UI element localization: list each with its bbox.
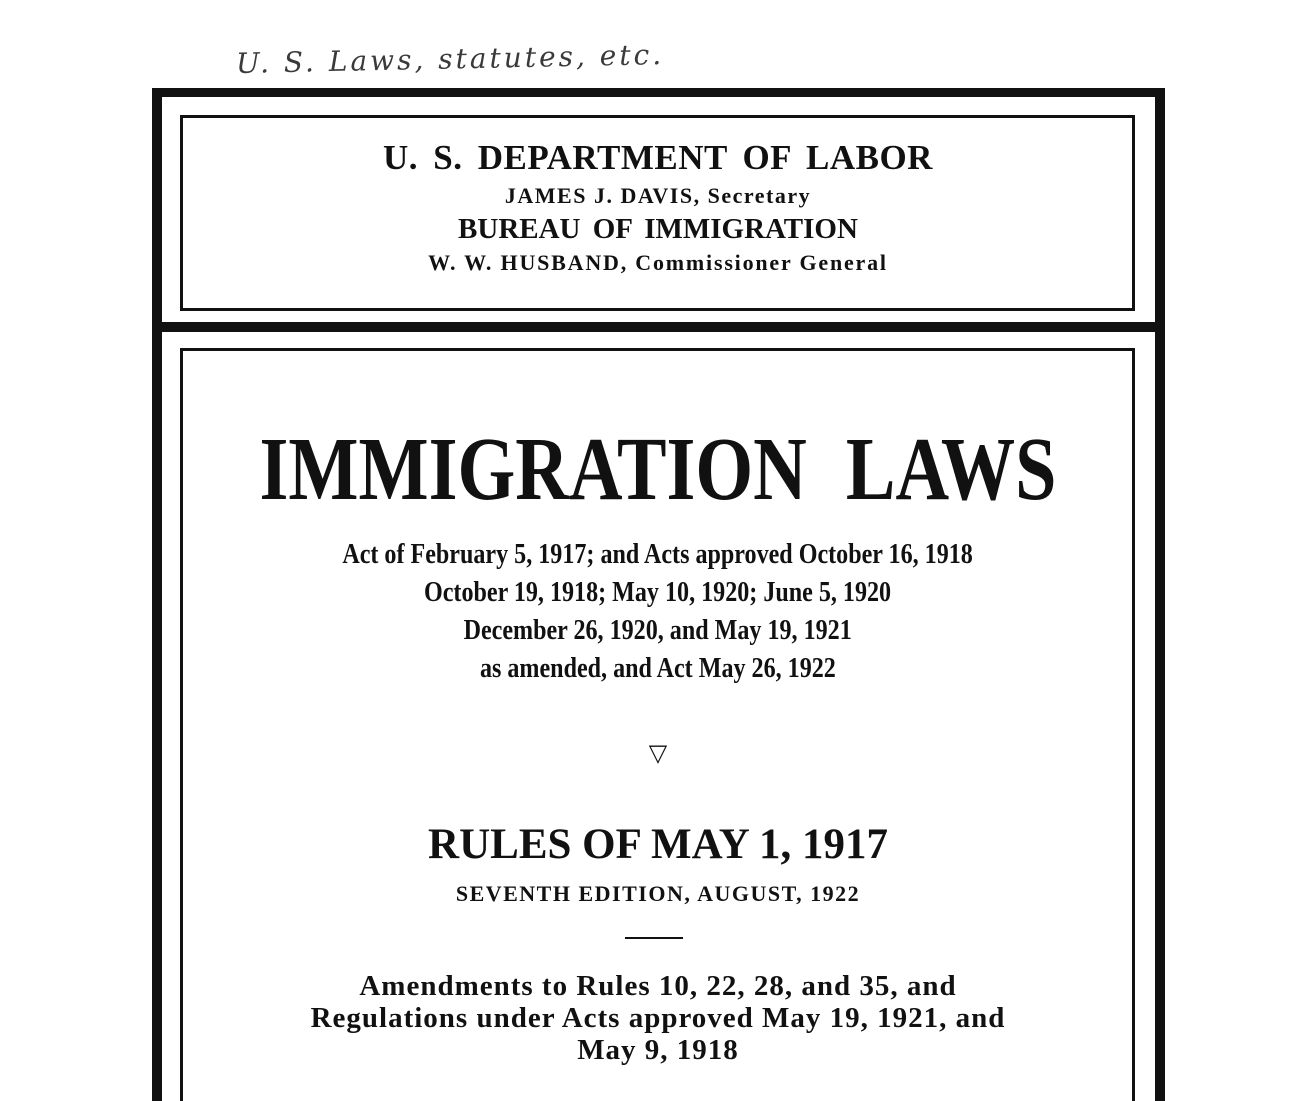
rules-heading: RULES OF MAY 1, 1917 [428,821,888,868]
commissioner-name: W. W. HUSBAND, Commissioner General [428,250,888,275]
divider [625,937,683,939]
handwritten-note: U. S. Laws, statutes, etc. [235,38,665,80]
acts-line [0,655,1316,683]
document-title-text: IMMIGRATION LAWS [259,420,1057,519]
department-name: U. S. DEPARTMENT OF LABOR [383,138,933,177]
acts-line-text: as amended, and Act May 26, 1922 [480,653,836,684]
amendments-line: May 9, 1918 [577,1034,739,1066]
acts-line-text: December 26, 1920, and May 19, 1921 [463,615,853,646]
triangle-ornament-icon: ▽ [648,739,668,767]
amendments-line: Amendments to Rules 10, 22, 28, and 35, and [359,970,957,1002]
acts-line-text: Act of February 5, 1917; and Acts approved October 16, 1918 [342,539,974,570]
acts-line-text: October 19, 1918; May 10, 1920; June 5, 1920 [424,577,892,608]
amendments-line: Regulations under Acts approved May 19, 1921, and [310,1002,1006,1034]
acts-line [0,541,1316,569]
secretary-name: JAMES J. DAVIS, Secretary [504,183,812,208]
edition-line: SEVENTH EDITION, AUGUST, 1922 [455,881,861,906]
bureau-name: BUREAU OF IMMIGRATION [458,213,858,245]
acts-line [0,579,1316,607]
acts-line [0,617,1316,645]
document-title [0,420,1316,519]
separator-bar [162,322,1155,332]
